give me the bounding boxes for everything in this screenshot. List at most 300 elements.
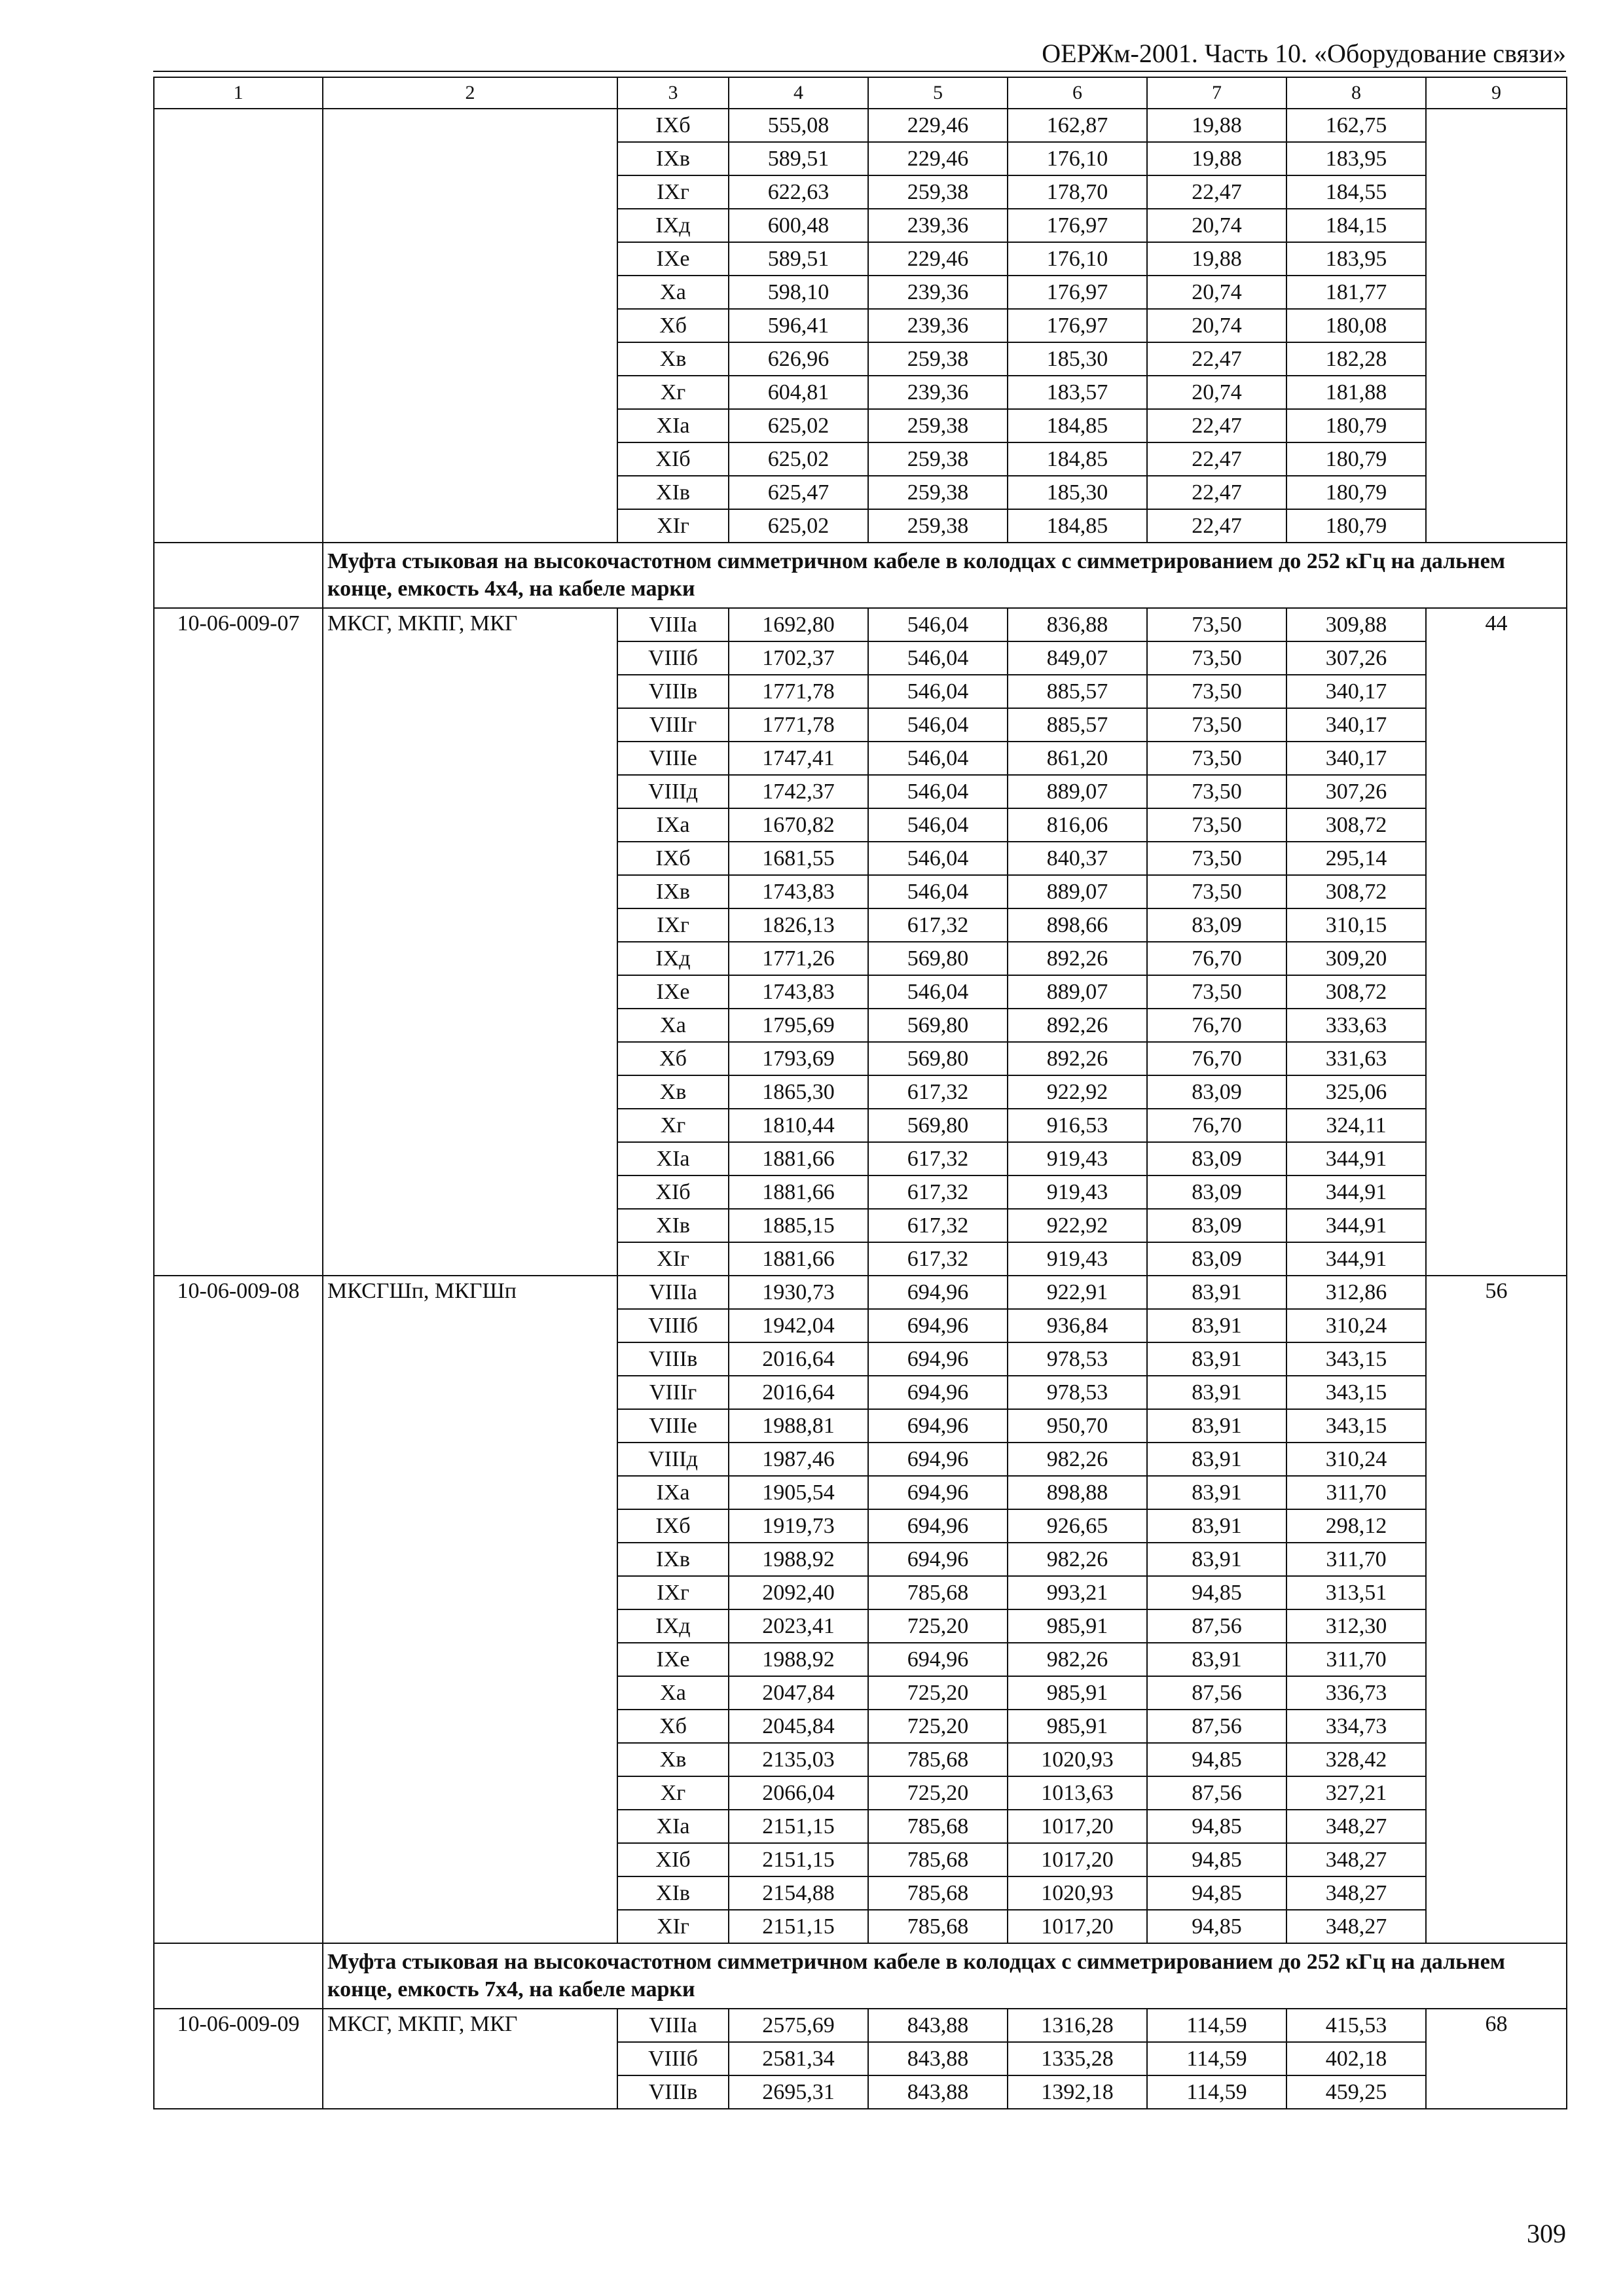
value-cell: 239,36 bbox=[868, 276, 1008, 309]
value-cell: 22,47 bbox=[1147, 442, 1286, 476]
cable-brand: МКСГ, МКПГ, МКГ bbox=[323, 2009, 617, 2109]
value-cell: 1017,20 bbox=[1008, 1810, 1147, 1843]
value-cell: 589,51 bbox=[729, 142, 868, 175]
variant-cell: VIIIд bbox=[617, 1443, 729, 1476]
value-cell: 343,15 bbox=[1286, 1409, 1426, 1443]
value-cell: 180,79 bbox=[1286, 442, 1426, 476]
value-cell: 259,38 bbox=[868, 409, 1008, 442]
value-cell: 229,46 bbox=[868, 142, 1008, 175]
value-cell: 83,09 bbox=[1147, 1242, 1286, 1276]
value-cell: 1692,80 bbox=[729, 608, 868, 641]
value-cell: 309,20 bbox=[1286, 942, 1426, 975]
variant-cell: VIIIб bbox=[617, 1309, 729, 1342]
value-cell: 694,96 bbox=[868, 1376, 1008, 1409]
value-cell: 840,37 bbox=[1008, 842, 1147, 875]
value-cell: 885,57 bbox=[1008, 675, 1147, 708]
value-cell: 180,79 bbox=[1286, 476, 1426, 509]
value-cell: 596,41 bbox=[729, 309, 868, 342]
value-cell: 76,70 bbox=[1147, 1042, 1286, 1075]
value-cell: 22,47 bbox=[1147, 342, 1286, 376]
variant-cell: VIIIа bbox=[617, 608, 729, 641]
value-cell: 694,96 bbox=[868, 1509, 1008, 1543]
value-cell: 1919,73 bbox=[729, 1509, 868, 1543]
value-cell: 229,46 bbox=[868, 242, 1008, 276]
value-cell: 184,15 bbox=[1286, 209, 1426, 242]
value-cell: 83,09 bbox=[1147, 1175, 1286, 1209]
value-cell: 1930,73 bbox=[729, 1276, 868, 1309]
value-cell: 87,56 bbox=[1147, 1609, 1286, 1643]
value-cell: 985,91 bbox=[1008, 1609, 1147, 1643]
value-cell: 919,43 bbox=[1008, 1142, 1147, 1175]
value-cell: 2581,34 bbox=[729, 2042, 868, 2075]
value-cell: 1865,30 bbox=[729, 1075, 868, 1109]
variant-cell: Xв bbox=[617, 1075, 729, 1109]
value-cell: 1988,81 bbox=[729, 1409, 868, 1443]
table-row bbox=[154, 1276, 1567, 1309]
value-cell: 1885,15 bbox=[729, 1209, 868, 1242]
value-cell: 83,09 bbox=[1147, 908, 1286, 942]
value-cell: 184,85 bbox=[1008, 442, 1147, 476]
variant-cell: VIIIб bbox=[617, 641, 729, 675]
value-cell: 307,26 bbox=[1286, 775, 1426, 808]
variant-cell: IXв bbox=[617, 142, 729, 175]
value-cell: 310,24 bbox=[1286, 1309, 1426, 1342]
value-cell: 2016,64 bbox=[729, 1376, 868, 1409]
variant-cell: XIа bbox=[617, 409, 729, 442]
value-cell: 176,10 bbox=[1008, 142, 1147, 175]
document-header-title: ОЕРЖм-2001. Часть 10. «Оборудование связи» bbox=[1042, 39, 1566, 68]
value-cell: 176,10 bbox=[1008, 242, 1147, 276]
value-cell: 259,38 bbox=[868, 342, 1008, 376]
value-cell: 83,91 bbox=[1147, 1309, 1286, 1342]
value-cell: 2016,64 bbox=[729, 1342, 868, 1376]
value-cell: 1881,66 bbox=[729, 1175, 868, 1209]
variant-cell: XIг bbox=[617, 1910, 729, 1943]
value-cell: 298,12 bbox=[1286, 1509, 1426, 1543]
value-cell: 94,85 bbox=[1147, 1843, 1286, 1876]
value-cell: 546,04 bbox=[868, 641, 1008, 675]
value-cell: 617,32 bbox=[868, 1175, 1008, 1209]
value-cell: 259,38 bbox=[868, 175, 1008, 209]
value-cell: 1013,63 bbox=[1008, 1776, 1147, 1810]
value-cell: 229,46 bbox=[868, 109, 1008, 142]
value-cell: 114,59 bbox=[1147, 2042, 1286, 2075]
value-cell: 184,85 bbox=[1008, 409, 1147, 442]
variant-cell: Xг bbox=[617, 1776, 729, 1810]
value-cell: 1017,20 bbox=[1008, 1910, 1147, 1943]
value-cell: 555,08 bbox=[729, 109, 868, 142]
value-cell: 344,91 bbox=[1286, 1142, 1426, 1175]
value-cell: 926,65 bbox=[1008, 1509, 1147, 1543]
value-cell: 327,21 bbox=[1286, 1776, 1426, 1810]
value-cell: 334,73 bbox=[1286, 1710, 1426, 1743]
value-cell: 239,36 bbox=[868, 376, 1008, 409]
value-cell: 114,59 bbox=[1147, 2009, 1286, 2042]
table-row bbox=[154, 109, 1567, 142]
value-cell: 176,97 bbox=[1008, 276, 1147, 309]
value-cell: 1793,69 bbox=[729, 1042, 868, 1075]
column-number-cell: 3 bbox=[617, 77, 729, 109]
value-cell: 22,47 bbox=[1147, 175, 1286, 209]
value-cell: 180,08 bbox=[1286, 309, 1426, 342]
value-cell: 19,88 bbox=[1147, 109, 1286, 142]
value-cell: 1905,54 bbox=[729, 1476, 868, 1509]
value-cell: 1670,82 bbox=[729, 808, 868, 842]
value-cell: 22,47 bbox=[1147, 509, 1286, 543]
value-cell: 313,51 bbox=[1286, 1576, 1426, 1609]
value-cell: 694,96 bbox=[868, 1409, 1008, 1443]
column-number-cell: 7 bbox=[1147, 77, 1286, 109]
value-cell: 978,53 bbox=[1008, 1342, 1147, 1376]
variant-cell: XIб bbox=[617, 442, 729, 476]
value-cell: 889,07 bbox=[1008, 775, 1147, 808]
value-cell: 625,02 bbox=[729, 409, 868, 442]
value-cell: 1743,83 bbox=[729, 975, 868, 1009]
value-cell: 1743,83 bbox=[729, 875, 868, 908]
value-cell: 1747,41 bbox=[729, 742, 868, 775]
value-cell: 340,17 bbox=[1286, 742, 1426, 775]
value-cell: 785,68 bbox=[868, 1876, 1008, 1910]
value-cell: 861,20 bbox=[1008, 742, 1147, 775]
value-cell: 694,96 bbox=[868, 1309, 1008, 1342]
value-cell: 785,68 bbox=[868, 1810, 1008, 1843]
variant-cell: VIIIе bbox=[617, 742, 729, 775]
value-cell: 919,43 bbox=[1008, 1242, 1147, 1276]
variant-cell: Xа bbox=[617, 1676, 729, 1710]
value-cell: 336,73 bbox=[1286, 1676, 1426, 1710]
cable-brand: МКСГШп, МКГШп bbox=[323, 1276, 617, 1943]
variant-cell: IXе bbox=[617, 242, 729, 276]
value-cell: 162,87 bbox=[1008, 109, 1147, 142]
value-cell: 785,68 bbox=[868, 1910, 1008, 1943]
value-cell: 20,74 bbox=[1147, 209, 1286, 242]
table-row bbox=[154, 2009, 1567, 2042]
variant-cell: VIIIа bbox=[617, 1276, 729, 1309]
value-cell: 936,84 bbox=[1008, 1309, 1147, 1342]
value-cell: 309,88 bbox=[1286, 608, 1426, 641]
variant-cell: VIIIв bbox=[617, 2075, 729, 2109]
value-cell: 73,50 bbox=[1147, 675, 1286, 708]
value-cell: 259,38 bbox=[868, 509, 1008, 543]
variant-cell: XIб bbox=[617, 1843, 729, 1876]
value-cell: 311,70 bbox=[1286, 1543, 1426, 1576]
value-cell: 348,27 bbox=[1286, 1876, 1426, 1910]
value-cell: 892,26 bbox=[1008, 1009, 1147, 1042]
table-body bbox=[154, 77, 1567, 2109]
value-cell: 94,85 bbox=[1147, 1810, 1286, 1843]
value-cell: 325,06 bbox=[1286, 1075, 1426, 1109]
value-cell: 694,96 bbox=[868, 1342, 1008, 1376]
value-cell: 73,50 bbox=[1147, 775, 1286, 808]
col9-value: 44 bbox=[1426, 608, 1567, 1276]
value-cell: 311,70 bbox=[1286, 1476, 1426, 1509]
rates-table bbox=[153, 77, 1567, 2109]
value-cell: 625,47 bbox=[729, 476, 868, 509]
variant-cell: Xб bbox=[617, 309, 729, 342]
value-cell: 1702,37 bbox=[729, 641, 868, 675]
value-cell: 183,95 bbox=[1286, 242, 1426, 276]
value-cell: 1881,66 bbox=[729, 1242, 868, 1276]
value-cell: 546,04 bbox=[868, 608, 1008, 641]
value-cell: 694,96 bbox=[868, 1476, 1008, 1509]
value-cell: 785,68 bbox=[868, 1843, 1008, 1876]
value-cell: 83,09 bbox=[1147, 1209, 1286, 1242]
value-cell: 2151,15 bbox=[729, 1810, 868, 1843]
col9-value: 56 bbox=[1426, 1276, 1567, 1943]
column-number-cell: 4 bbox=[729, 77, 868, 109]
variant-cell: IXа bbox=[617, 1476, 729, 1509]
value-cell: 1795,69 bbox=[729, 1009, 868, 1042]
item-code: 10-06-009-09 bbox=[154, 2009, 323, 2109]
variant-cell: IXв bbox=[617, 875, 729, 908]
value-cell: 308,72 bbox=[1286, 975, 1426, 1009]
value-cell: 2066,04 bbox=[729, 1776, 868, 1810]
value-cell: 87,56 bbox=[1147, 1676, 1286, 1710]
section-code-cell bbox=[154, 543, 323, 608]
value-cell: 2092,40 bbox=[729, 1576, 868, 1609]
value-cell: 162,75 bbox=[1286, 109, 1426, 142]
variant-cell: Xа bbox=[617, 1009, 729, 1042]
value-cell: 898,66 bbox=[1008, 908, 1147, 942]
value-cell: 1987,46 bbox=[729, 1443, 868, 1476]
value-cell: 617,32 bbox=[868, 1209, 1008, 1242]
value-cell: 328,42 bbox=[1286, 1743, 1426, 1776]
value-cell: 402,18 bbox=[1286, 2042, 1426, 2075]
variant-cell: Xг bbox=[617, 376, 729, 409]
section-heading-row bbox=[154, 543, 1567, 608]
value-cell: 22,47 bbox=[1147, 476, 1286, 509]
value-cell: 311,70 bbox=[1286, 1643, 1426, 1676]
value-cell: 1771,26 bbox=[729, 942, 868, 975]
value-cell: 2047,84 bbox=[729, 1676, 868, 1710]
value-cell: 114,59 bbox=[1147, 2075, 1286, 2109]
section-code-cell bbox=[154, 1943, 323, 2009]
value-cell: 1335,28 bbox=[1008, 2042, 1147, 2075]
value-cell: 295,14 bbox=[1286, 842, 1426, 875]
variant-cell: XIа bbox=[617, 1810, 729, 1843]
variant-cell: IXд bbox=[617, 1609, 729, 1643]
value-cell: 569,80 bbox=[868, 1109, 1008, 1142]
column-number-row bbox=[154, 77, 1567, 109]
value-cell: 73,50 bbox=[1147, 608, 1286, 641]
value-cell: 598,10 bbox=[729, 276, 868, 309]
value-cell: 185,30 bbox=[1008, 476, 1147, 509]
value-cell: 344,91 bbox=[1286, 1242, 1426, 1276]
value-cell: 625,02 bbox=[729, 442, 868, 476]
value-cell: 898,88 bbox=[1008, 1476, 1147, 1509]
value-cell: 2154,88 bbox=[729, 1876, 868, 1910]
value-cell: 836,88 bbox=[1008, 608, 1147, 641]
value-cell: 1020,93 bbox=[1008, 1876, 1147, 1910]
value-cell: 993,21 bbox=[1008, 1576, 1147, 1609]
value-cell: 324,11 bbox=[1286, 1109, 1426, 1142]
value-cell: 83,91 bbox=[1147, 1643, 1286, 1676]
value-cell: 2575,69 bbox=[729, 2009, 868, 2042]
value-cell: 259,38 bbox=[868, 442, 1008, 476]
table-row bbox=[154, 608, 1567, 641]
value-cell: 19,88 bbox=[1147, 242, 1286, 276]
value-cell: 694,96 bbox=[868, 1276, 1008, 1309]
value-cell: 73,50 bbox=[1147, 708, 1286, 742]
variant-cell: VIIIе bbox=[617, 1409, 729, 1443]
value-cell: 83,91 bbox=[1147, 1543, 1286, 1576]
value-cell: 1392,18 bbox=[1008, 2075, 1147, 2109]
value-cell: 180,79 bbox=[1286, 509, 1426, 543]
variant-cell: Xв bbox=[617, 1743, 729, 1776]
value-cell: 307,26 bbox=[1286, 641, 1426, 675]
code-cell bbox=[154, 109, 323, 543]
value-cell: 312,86 bbox=[1286, 1276, 1426, 1309]
value-cell: 625,02 bbox=[729, 509, 868, 543]
value-cell: 73,50 bbox=[1147, 808, 1286, 842]
variant-cell: XIг bbox=[617, 1242, 729, 1276]
value-cell: 181,77 bbox=[1286, 276, 1426, 309]
value-cell: 344,91 bbox=[1286, 1209, 1426, 1242]
value-cell: 849,07 bbox=[1008, 641, 1147, 675]
value-cell: 916,53 bbox=[1008, 1109, 1147, 1142]
column-number-cell: 1 bbox=[154, 77, 323, 109]
cable-brand: МКСГ, МКПГ, МКГ bbox=[323, 608, 617, 1276]
variant-cell: XIв bbox=[617, 1876, 729, 1910]
variant-cell: IXб bbox=[617, 1509, 729, 1543]
value-cell: 94,85 bbox=[1147, 1743, 1286, 1776]
value-cell: 694,96 bbox=[868, 1443, 1008, 1476]
value-cell: 922,92 bbox=[1008, 1209, 1147, 1242]
variant-cell: Xб bbox=[617, 1710, 729, 1743]
value-cell: 83,91 bbox=[1147, 1443, 1286, 1476]
column-number-cell: 5 bbox=[868, 77, 1008, 109]
value-cell: 182,28 bbox=[1286, 342, 1426, 376]
value-cell: 982,26 bbox=[1008, 1443, 1147, 1476]
value-cell: 816,06 bbox=[1008, 808, 1147, 842]
value-cell: 239,36 bbox=[868, 209, 1008, 242]
value-cell: 344,91 bbox=[1286, 1175, 1426, 1209]
value-cell: 20,74 bbox=[1147, 376, 1286, 409]
value-cell: 343,15 bbox=[1286, 1342, 1426, 1376]
value-cell: 2695,31 bbox=[729, 2075, 868, 2109]
column-number-cell: 2 bbox=[323, 77, 617, 109]
variant-cell: Xв bbox=[617, 342, 729, 376]
value-cell: 333,63 bbox=[1286, 1009, 1426, 1042]
value-cell: 73,50 bbox=[1147, 975, 1286, 1009]
value-cell: 73,50 bbox=[1147, 641, 1286, 675]
value-cell: 185,30 bbox=[1008, 342, 1147, 376]
value-cell: 694,96 bbox=[868, 1543, 1008, 1576]
value-cell: 546,04 bbox=[868, 708, 1008, 742]
value-cell: 1942,04 bbox=[729, 1309, 868, 1342]
value-cell: 20,74 bbox=[1147, 276, 1286, 309]
value-cell: 308,72 bbox=[1286, 808, 1426, 842]
col9-cell bbox=[1426, 109, 1567, 543]
value-cell: 181,88 bbox=[1286, 376, 1426, 409]
value-cell: 183,95 bbox=[1286, 142, 1426, 175]
value-cell: 94,85 bbox=[1147, 1576, 1286, 1609]
variant-cell: XIб bbox=[617, 1175, 729, 1209]
value-cell: 843,88 bbox=[868, 2075, 1008, 2109]
value-cell: 459,25 bbox=[1286, 2075, 1426, 2109]
variant-cell: Xг bbox=[617, 1109, 729, 1142]
value-cell: 546,04 bbox=[868, 742, 1008, 775]
value-cell: 73,50 bbox=[1147, 875, 1286, 908]
value-cell: 83,91 bbox=[1147, 1409, 1286, 1443]
value-cell: 83,09 bbox=[1147, 1142, 1286, 1175]
variant-cell: VIIIг bbox=[617, 708, 729, 742]
variant-cell: IXг bbox=[617, 175, 729, 209]
value-cell: 617,32 bbox=[868, 908, 1008, 942]
value-cell: 985,91 bbox=[1008, 1676, 1147, 1710]
value-cell: 589,51 bbox=[729, 242, 868, 276]
value-cell: 310,24 bbox=[1286, 1443, 1426, 1476]
value-cell: 1771,78 bbox=[729, 708, 868, 742]
value-cell: 180,79 bbox=[1286, 409, 1426, 442]
value-cell: 919,43 bbox=[1008, 1175, 1147, 1209]
variant-cell: IXд bbox=[617, 209, 729, 242]
value-cell: 604,81 bbox=[729, 376, 868, 409]
value-cell: 83,09 bbox=[1147, 1075, 1286, 1109]
value-cell: 725,20 bbox=[868, 1776, 1008, 1810]
value-cell: 546,04 bbox=[868, 775, 1008, 808]
value-cell: 348,27 bbox=[1286, 1843, 1426, 1876]
value-cell: 76,70 bbox=[1147, 1109, 1286, 1142]
value-cell: 83,91 bbox=[1147, 1376, 1286, 1409]
value-cell: 569,80 bbox=[868, 1009, 1008, 1042]
value-cell: 1810,44 bbox=[729, 1109, 868, 1142]
value-cell: 546,04 bbox=[868, 842, 1008, 875]
value-cell: 259,38 bbox=[868, 476, 1008, 509]
variant-cell: VIIIг bbox=[617, 1376, 729, 1409]
value-cell: 546,04 bbox=[868, 675, 1008, 708]
value-cell: 885,57 bbox=[1008, 708, 1147, 742]
value-cell: 626,96 bbox=[729, 342, 868, 376]
variant-cell: IXг bbox=[617, 1576, 729, 1609]
value-cell: 889,07 bbox=[1008, 975, 1147, 1009]
value-cell: 183,57 bbox=[1008, 376, 1147, 409]
variant-cell: XIа bbox=[617, 1142, 729, 1175]
value-cell: 1988,92 bbox=[729, 1543, 868, 1576]
value-cell: 892,26 bbox=[1008, 1042, 1147, 1075]
value-cell: 83,91 bbox=[1147, 1342, 1286, 1376]
column-number-cell: 8 bbox=[1286, 77, 1426, 109]
value-cell: 19,88 bbox=[1147, 142, 1286, 175]
value-cell: 622,63 bbox=[729, 175, 868, 209]
column-number-cell: 9 bbox=[1426, 77, 1567, 109]
value-cell: 1826,13 bbox=[729, 908, 868, 942]
value-cell: 1771,78 bbox=[729, 675, 868, 708]
value-cell: 83,91 bbox=[1147, 1476, 1286, 1509]
value-cell: 617,32 bbox=[868, 1142, 1008, 1175]
variant-cell: VIIIа bbox=[617, 2009, 729, 2042]
value-cell: 2151,15 bbox=[729, 1843, 868, 1876]
value-cell: 1681,55 bbox=[729, 842, 868, 875]
value-cell: 843,88 bbox=[868, 2042, 1008, 2075]
value-cell: 2135,03 bbox=[729, 1743, 868, 1776]
value-cell: 178,70 bbox=[1008, 175, 1147, 209]
value-cell: 1020,93 bbox=[1008, 1743, 1147, 1776]
value-cell: 922,92 bbox=[1008, 1075, 1147, 1109]
value-cell: 340,17 bbox=[1286, 708, 1426, 742]
value-cell: 2151,15 bbox=[729, 1910, 868, 1943]
value-cell: 1881,66 bbox=[729, 1142, 868, 1175]
value-cell: 310,15 bbox=[1286, 908, 1426, 942]
column-number-cell: 6 bbox=[1008, 77, 1147, 109]
value-cell: 546,04 bbox=[868, 808, 1008, 842]
value-cell: 1316,28 bbox=[1008, 2009, 1147, 2042]
section-heading-row bbox=[154, 1943, 1567, 2009]
value-cell: 331,63 bbox=[1286, 1042, 1426, 1075]
variant-cell: IXе bbox=[617, 1643, 729, 1676]
value-cell: 725,20 bbox=[868, 1609, 1008, 1643]
value-cell: 83,91 bbox=[1147, 1276, 1286, 1309]
